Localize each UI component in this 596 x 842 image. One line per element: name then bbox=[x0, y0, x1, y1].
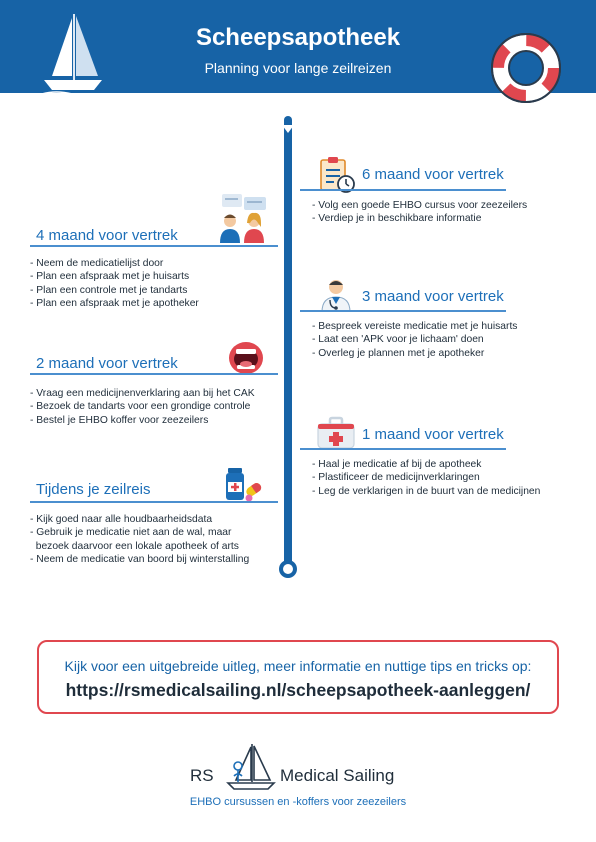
stage-rule bbox=[30, 373, 278, 375]
sailboat-logo-icon bbox=[222, 742, 278, 792]
stage-list-1-maand bbox=[312, 458, 540, 498]
list-item: - Overleg je plannen met je apotheker bbox=[312, 347, 485, 359]
brand-name-right: Medical Sailing bbox=[280, 766, 395, 785]
list-item: - Plan een afspraak met je apotheker bbox=[30, 297, 199, 309]
list-item: - Leg de verklarigen in de buurt van de medicijnen bbox=[312, 485, 541, 497]
first-aid-kit-icon bbox=[316, 416, 356, 450]
list-item: - Volg een goede EHBO cursus voor zeezeilers bbox=[312, 200, 528, 211]
stage-list-3-maand bbox=[312, 320, 517, 360]
stage-list-6-maand bbox=[312, 199, 527, 226]
list-item: - Verdiep je in beschikbare informatie bbox=[312, 213, 482, 225]
list-item: - Neem de medicatielijst door bbox=[30, 258, 164, 269]
cta-text: Kijk voor een uitgebreide uitleg, meer informatie en nuttige tips en tricks op: bbox=[64, 658, 532, 674]
list-item: - Vraag een medicijnenverklaring aan bij het CAK bbox=[30, 388, 255, 399]
arrow-down-icon bbox=[281, 124, 295, 134]
consultation-icon bbox=[216, 193, 270, 245]
open-mouth-icon bbox=[228, 340, 264, 376]
page-subtitle: Planning voor lange zeilreizen bbox=[204, 60, 392, 76]
list-item: - Plan een afspraak met je huisarts bbox=[30, 271, 190, 283]
stage-list-4-maand bbox=[30, 257, 199, 310]
brand-name-left: RS bbox=[190, 766, 214, 785]
list-item: - Bespreek vereiste medicatie met je huisarts bbox=[312, 321, 518, 332]
stage-rule bbox=[300, 189, 506, 191]
list-item: - Gebruik je medicatie niet aan de wal, maar bbox=[30, 527, 232, 539]
stage-heading-2-maand: 2 maand voor vertrek bbox=[36, 355, 178, 372]
stage-list-tijdens bbox=[30, 513, 249, 566]
lifebuoy-icon bbox=[488, 30, 564, 106]
list-item: - Haal je medicatie af bij de apotheek bbox=[312, 459, 482, 470]
stage-rule bbox=[300, 310, 506, 312]
list-item: - Laat een 'APK voor je lichaam' doen bbox=[312, 334, 484, 346]
list-item: - Bestel je EHBO koffer voor zeezeilers bbox=[30, 414, 209, 426]
list-item: - Plan een controle met je tandarts bbox=[30, 284, 188, 296]
timeline-line bbox=[284, 116, 292, 576]
cta-box bbox=[37, 640, 559, 714]
stage-rule bbox=[30, 501, 278, 503]
brand-tagline: EHBO cursussen en -koffers voor zeezeilers bbox=[189, 796, 407, 808]
stage-rule bbox=[300, 448, 506, 450]
stage-rule bbox=[30, 245, 278, 247]
stage-heading-tijdens: Tijdens je zeilreis bbox=[36, 481, 151, 498]
doctor-icon bbox=[318, 276, 354, 312]
cta-link[interactable]: https://rsmedicalsailing.nl/scheepsapotheek-aanleggen/ bbox=[65, 680, 531, 700]
stage-heading-6-maand: 6 maand voor vertrek bbox=[362, 166, 504, 183]
stage-heading-3-maand: 3 maand voor vertrek bbox=[362, 288, 504, 305]
timeline-end-dot bbox=[279, 560, 297, 578]
list-item: - Kijk goed naar alle houdbaarheidsdata bbox=[30, 514, 213, 525]
stage-heading-1-maand: 1 maand voor vertrek bbox=[362, 426, 504, 443]
list-item: - Bezoek de tandarts voor een grondige controle bbox=[30, 401, 251, 413]
stage-heading-4-maand: 4 maand voor vertrek bbox=[36, 227, 178, 244]
list-item: bezoek daarvoor een lokale apotheek of arts bbox=[30, 540, 239, 552]
medicine-pills-icon bbox=[222, 466, 264, 502]
stage-list-2-maand bbox=[30, 387, 255, 427]
list-item: - Neem de medicatie van boord bij winterstalling bbox=[30, 553, 250, 565]
list-item: - Plastificeer de medicijnverklaringen bbox=[312, 472, 480, 484]
page-title: Scheepsapotheek bbox=[195, 24, 401, 51]
